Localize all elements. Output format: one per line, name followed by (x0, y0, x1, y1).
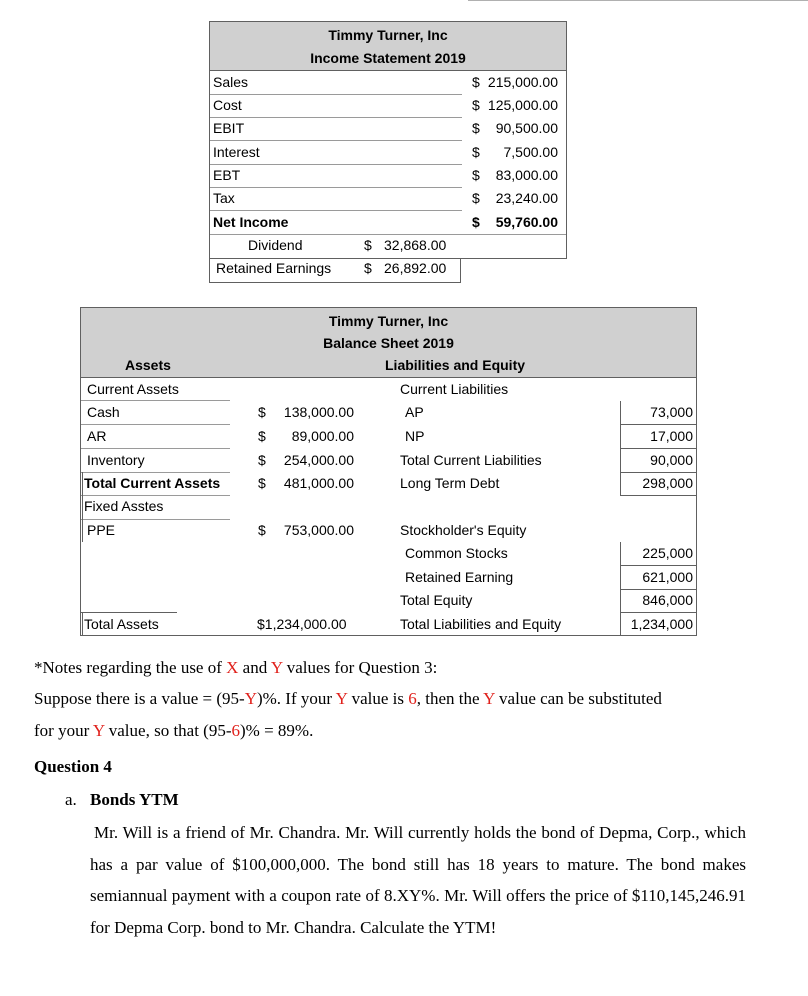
item-title: Bonds YTM (90, 790, 179, 809)
is-row-ebt: EBT $ 83,000.00 (213, 167, 558, 183)
row-divider (81, 495, 230, 496)
asset-label: Total Current Assets (84, 475, 221, 491)
is-dividend-amount: 32,868.00 (384, 237, 447, 253)
asset-amount: 89,000.00 (291, 428, 354, 444)
row-divider (210, 234, 566, 235)
row-divider (81, 400, 230, 401)
liability-label: Stockholder's Equity (400, 522, 527, 538)
row-divider (620, 424, 696, 425)
asset-currency: $ (258, 452, 266, 468)
balance-sheet-column-headers (80, 354, 697, 378)
income-statement-body (209, 70, 567, 259)
row-divider (620, 612, 696, 613)
row-divider (620, 472, 696, 473)
notes-line-1: *Notes regarding the use of X and Y values for Question 3: (34, 658, 438, 677)
is-row-tax: Tax $ 23,240.00 (213, 190, 558, 206)
retained-earnings-box (209, 258, 461, 283)
is-retained-currency: $ (364, 260, 372, 276)
total-assets-amount: $1,234,000.00 (257, 616, 347, 632)
row-divider (620, 565, 696, 566)
liability-label: Common Stocks (405, 545, 508, 561)
balance-sheet-body (80, 378, 697, 636)
total-assets-label: Total Assets (84, 616, 159, 632)
liability-amount: 846,000 (642, 592, 693, 608)
row-divider (81, 472, 230, 473)
is-row-net-income: Net Income $ 59,760.00 (213, 214, 558, 230)
balance-sheet-header (80, 307, 697, 355)
x-variable: X (226, 658, 239, 677)
is-dividend-label: Dividend (248, 237, 303, 253)
balance-sheet-table (80, 307, 697, 637)
is-retained-label: Retained Earnings (216, 260, 332, 276)
asset-currency: $ (258, 475, 266, 491)
liability-label: NP (405, 428, 425, 444)
liability-amount: 73,000 (650, 404, 693, 420)
asset-label: AR (87, 428, 107, 444)
liability-amount: 298,000 (642, 475, 693, 491)
liability-label: Long Term Debt (400, 475, 500, 491)
item-marker: a. (65, 790, 77, 809)
asset-label: Inventory (87, 452, 145, 468)
asset-amount: 753,000.00 (283, 522, 354, 538)
asset-label: PPE (87, 522, 116, 538)
is-row-interest: Interest $ 7,500.00 (213, 144, 558, 160)
asset-amount: 138,000.00 (283, 404, 354, 420)
liability-label: Total Equity (400, 592, 473, 608)
asset-amount: 254,000.00 (283, 452, 354, 468)
liability-label: Current Liabilities (400, 381, 509, 397)
liabilities-header: Liabilities and Equity (385, 357, 526, 373)
row-divider (620, 495, 696, 496)
income-statement-title: Income Statement 2019 (310, 50, 466, 66)
income-statement-table (209, 21, 567, 282)
asset-label: Current Assets (87, 381, 179, 397)
liability-amount: 17,000 (650, 428, 693, 444)
asset-currency: $ (258, 404, 266, 420)
liability-label: Total Current Liabilities (400, 452, 542, 468)
asset-currency: $ (258, 522, 266, 538)
notes-line-2: Suppose there is a value = (95-Y)%. If your Y value is 6, then the Y value can be substituted (34, 689, 662, 708)
balance-sheet-company: Timmy Turner, Inc (328, 313, 449, 329)
column-divider (82, 612, 83, 635)
liability-label: AP (405, 404, 424, 420)
y-variable: Y (270, 658, 283, 677)
row-divider (81, 612, 177, 613)
is-row-cost: Cost $ 125,000.00 (213, 97, 558, 113)
assets-header: Assets (125, 357, 171, 373)
income-statement-header (209, 21, 567, 71)
asset-label: Cash (87, 404, 120, 420)
row-divider (81, 519, 230, 520)
is-row-sales: Sales $ 215,000.00 (213, 74, 558, 90)
row-divider (81, 424, 230, 425)
asset-amount: 481,000.00 (283, 475, 354, 491)
row-divider (620, 448, 696, 449)
row-divider (620, 589, 696, 590)
is-dividend-currency: $ (364, 237, 372, 253)
balance-sheet-title: Balance Sheet 2019 (323, 335, 454, 351)
question-heading: Question 4 (34, 757, 112, 776)
asset-label: Fixed Asstes (84, 498, 164, 514)
liability-amount: 1,234,000 (630, 616, 693, 632)
liability-amount: 225,000 (642, 545, 693, 561)
column-divider (82, 472, 83, 542)
liability-amount: 90,000 (650, 452, 693, 468)
liability-label: Total Liabilities and Equity (400, 616, 562, 632)
liability-label: Retained Earning (405, 569, 514, 585)
question-body: Mr. Will is a friend of Mr. Chandra. Mr. Will currently holds the bond of Depma, Corp., which has a par value of $100,000,000. The bond still has 18 years to mature. The bond makes semiannual payment with a coupon rate of 8.XY%. Mr. Will offers the price of $110,145,246.91 for Depma Corp. bond to Mr. Chandra. Calculate the YTM! (90, 823, 746, 937)
row-divider (81, 448, 230, 449)
is-retained-amount: 26,892.00 (384, 260, 447, 276)
liability-amount: 621,000 (642, 569, 693, 585)
is-row-ebit: EBIT $ 90,500.00 (213, 120, 558, 136)
top-rule (468, 0, 808, 1)
income-statement-company: Timmy Turner, Inc (328, 27, 448, 43)
notes-line-3: for your Y value, so that (95-6)% = 89%. (34, 721, 314, 740)
asset-currency: $ (258, 428, 266, 444)
